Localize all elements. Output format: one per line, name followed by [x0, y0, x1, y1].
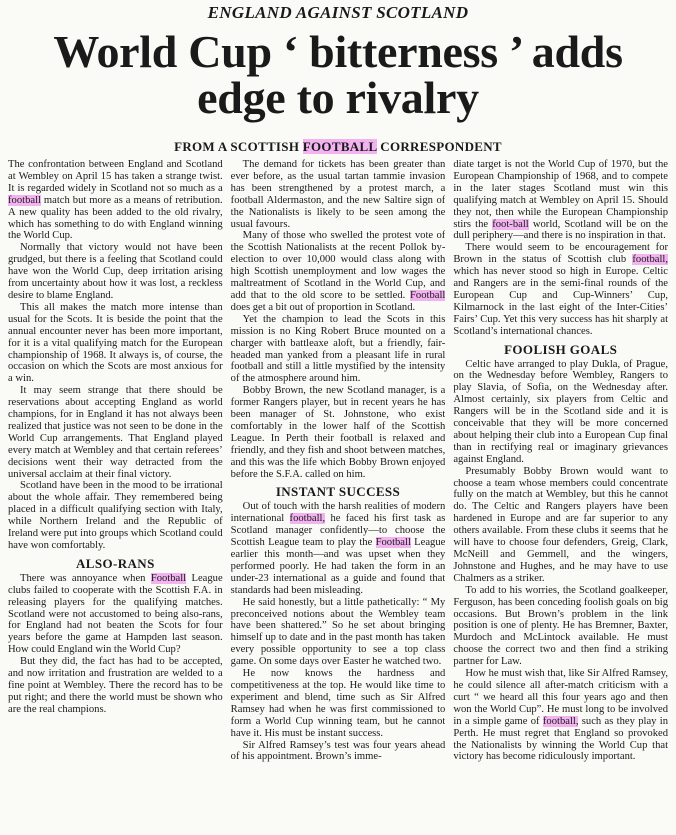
text-run: Scotland have been in the mood to be irrational about the whole affair. They remembered being placed in a difficult qualifying section with Italy, while Northern Ireland and the Republic of Ireland were put into groups which Scotland could have won comfortably. [8, 480, 223, 551]
paragraph [8, 242, 223, 302]
text-run: such as they play in Perth. He must regret that England so provoked the Nationalists by winning the World Cup that victory has become ridiculously important. [453, 715, 669, 763]
paragraph [453, 159, 668, 242]
paragraph [231, 159, 446, 230]
paragraph [8, 656, 223, 716]
text-run: Bobby Brown, the new Scotland manager, is a former Rangers player, but in recent years he has been manager of St. Johnstone, who exist comfortably in the lower half of the Scottish League. In Perth their football is relaxed and friendly, and they fish and shoot between matches, and this was the life which Bobby Brown enjoyed before the S.F.A. called on him. [230, 385, 446, 480]
search-highlight: football [8, 194, 41, 206]
text-run: which has never stood so high in Europe. Celtic and Rangers are in the semi-final rounds of the European Cup and Cup-Winners’ Cup, Kilmarnock in the last eight of the Inter-Cities’ Fairs’ Cup. Yet this very success has hit sharply at Scotland’s international chances. [453, 266, 669, 337]
byline-pre: FROM A SCOTTISH [174, 139, 303, 154]
text-run: Many of those who swelled the protest vote of the Scottish Nationalists at the recent Pollok by-election to over 10,000 would class along with high Scottish unemployment and low wages the maltreatment of Scotland in the World Cup, and add that to the old score to be settled. [230, 230, 446, 301]
paragraph [453, 668, 668, 763]
subhead: INSTANT SUCCESS [275, 484, 401, 500]
text-run: There would seem to be encouragement for Brown in the status of Scottish club [453, 242, 669, 266]
paragraph [231, 230, 446, 313]
search-highlight: football, [632, 254, 669, 266]
text-run: does get a bit out of proportion in Scotland. [230, 301, 416, 313]
paragraph [8, 302, 223, 385]
paragraph [231, 597, 446, 668]
paragraph [231, 385, 446, 480]
text-run: The demand for tickets has been greater than ever before, as the usual tartan tammie invasion has been strengthened by a protest march, a football Aldermaston, and the new Saltire sign of the Nationalists is likely to be seen among the usual favours. [230, 159, 446, 230]
text-run: The confrontation between England and Scotland at Wembley on April 15 has taken a strange twist. It is regarded widely in Scotland not so much as a [8, 159, 223, 194]
byline [8, 139, 668, 155]
text-run: How he must wish that, like Sir Alfred Ramsey, he could silence all after-match criticism with a curt “ we heard all this four years ago and then won the World Cup”. He must long to be involved in a simple game of [453, 668, 669, 727]
kicker: ENGLAND AGAINST SCOTLAND [207, 3, 469, 22]
subhead: FOOLISH GOALS [504, 341, 618, 357]
text-run: match but more as a means of retribution. A new quality has been added to the old rivalry, which has something to do with England winning the World Cup. [8, 194, 223, 242]
text-run: He said honestly, but a little pathetically: “ My preconceived notions about the Wembley team have been shattered.” So he set about bringing himself up to date and in the past month has taken every possible opportunity to see a top class game. On some days over Easter he watched two. [230, 596, 446, 668]
text-run: There was annoyance when [20, 572, 151, 584]
text-run: he faced his first task as Scotland manager confidently—to choose the Scottish League team to play the [230, 513, 446, 549]
text-run: Sir Alfred Ramsey’s test was four years ahead of his appointment. Brown’s imme- [230, 739, 446, 763]
paragraph [8, 385, 223, 480]
search-highlight: football, [289, 513, 326, 525]
article-columns [8, 159, 668, 763]
search-highlight: Football [150, 572, 187, 584]
headline [8, 26, 668, 123]
text-run: Presumably Bobby Brown would want to choose a team whose members could concentrate fully on the match at Wembley, but this he cannot do. The Celtic and Rangers players have been hardened in Europe and are far superior to any others available. From these clubs it seems that he will have to choose four defenders, Greig, Clark, McNeill and Gemmell, and the wingers, Johnstone and Hughes, and he may have to use Chalmers as a striker. [453, 465, 669, 584]
text-run: Yet the champion to lead the Scots in this mission is no King Robert Bruce mounted on a charger with battleaxe aloft, but a friendly, fair-headed man yanked from a pleasant life in rural football and still a little mystified by the intensity of the atmosphere around him. [230, 313, 446, 385]
text-run: world, Scotland will be on the dull periphery—and there is no inspiration in that. [453, 218, 669, 242]
text-run: League clubs failed to cooperate with the Scottish F.A. in releasing players for the qualifying matches. Scotland were not accustomed to being also-rans, for England had not beaten the Scots for four years before the game at Hampden last season. How could England win the World Cup? [8, 572, 223, 656]
text-run: League earlier this month—and was upset when they performed poorly. He had taken the form in an under-23 international as a guide and found that standards had been misleading. [230, 537, 446, 596]
text-run: diate target is not the World Cup of 1970, but the European Championship of 1968, and to compete in the later stages Scotland must win this qualifying match at Wembley on April 15. Should they not, then while the European Championship stirs the [453, 159, 669, 230]
search-highlight: foot-ball [492, 218, 529, 230]
headline-line-1: World Cup ‘ bitterness ’ adds [53, 26, 623, 77]
search-highlight: Football [410, 289, 446, 301]
paragraph [453, 242, 668, 337]
text-run: Out of touch with the harsh realities of modern international [230, 501, 446, 525]
text-run: He now knows the hardness and competitiveness at the top. He would like time to experiment and blend, time such as Sir Alfred Ramsey had when he was first commissioned to form a World Cup winning team, but he cannot have it. His must be instant success. [230, 668, 446, 739]
column-1 [8, 159, 223, 763]
text-run: Normally that victory would not have been grudged, but there is a feeling that Scotland could have won the World Cup, deep irritation arising from uncertainty about how it was lost, a reckless desire to blame England. [8, 242, 223, 301]
paragraph [8, 573, 223, 656]
paragraph [231, 501, 446, 596]
byline-highlight: FOOTBALL [302, 139, 377, 154]
paragraph [453, 585, 668, 668]
paragraph [453, 359, 668, 466]
text-run: But they did, the fact has had to be accepted, and now irritation and frustration are welded to a fine point at Wembley. There the record has to be put right; and there the world must be shown who are the real champions. [8, 656, 223, 715]
paragraph [453, 466, 668, 585]
search-highlight: Football [375, 537, 411, 549]
search-highlight: football, [542, 715, 579, 727]
text-run: It may seem strange that there should be reservations about accepting England as world champions, for in England it has not always been realized that justice was not seen to be done in the World Cup arrangements. That England played every match at Wembley and that certain referees’ decisions went their way detracted from the universal acclaim at their final victory. [8, 385, 223, 480]
byline-post: CORRESPONDENT [376, 139, 502, 154]
column-3 [453, 159, 668, 763]
paragraph [8, 159, 223, 242]
headline-line-2: edge to rivalry [197, 72, 479, 123]
paragraph [231, 314, 446, 385]
text-run: This all makes the match more intense than usual for the Scots. It is beside the point that the annual encounter never has been more important, for it is a vital qualifying match for the European championship of 1968. It always is, of course, the occasion on which the Scots are most anxious for a win. [8, 301, 223, 385]
paragraph [231, 740, 446, 764]
subhead: ALSO-RANS [75, 555, 155, 571]
column-2 [231, 159, 446, 763]
text-run: To add to his worries, the Scotland goalkeeper, Ferguson, has been conceding foolish goals on big occasions. But Brown’s problem in the link position is one of plenty. He has Bremner, Baxter, Murdoch and McLintock available. He must choose the correct two and then find a striking partner for Law. [453, 584, 669, 668]
paragraph [8, 480, 223, 551]
paragraph [231, 668, 446, 739]
text-run: Celtic have arranged to play Dukla, of Prague, on the Wednesday before Wembley, Rangers to play Slavia, of Sofia, on the Wednesday after. Almost certainly, six players from Celtic and Rangers will be in the Scotland side and it is conceivable that they will be more concerned about helping their club into a European Cup final than in rectifying real or imaginary grievances against England. [453, 358, 669, 465]
